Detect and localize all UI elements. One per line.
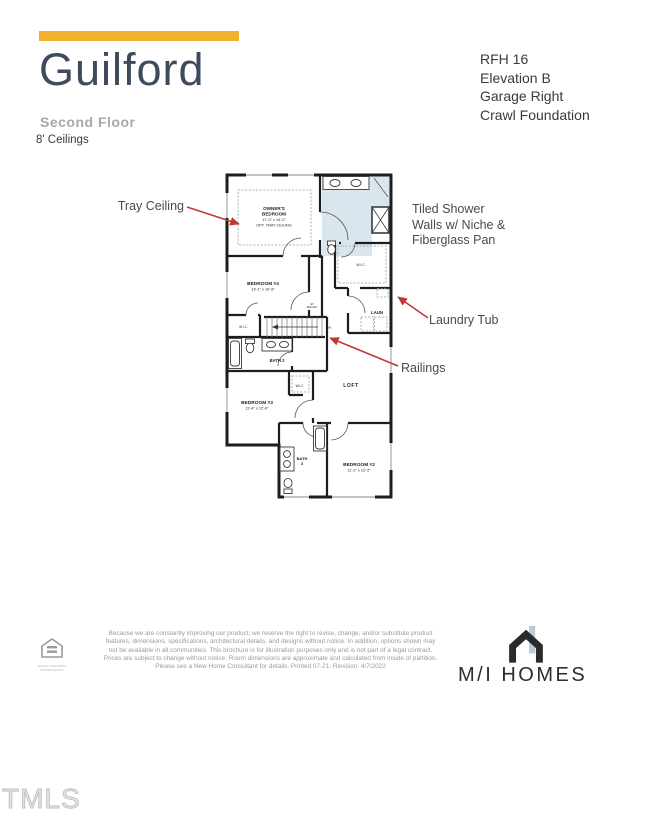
equal-housing-logo — [36, 637, 68, 673]
laundry-tub-callout: Laundry Tub — [429, 313, 499, 327]
sink — [330, 180, 340, 187]
bath3-label: BATH — [296, 456, 308, 461]
bedroom2-label: BEDROOM #2 — [343, 463, 375, 468]
tmls-watermark: TMLS — [2, 783, 81, 814]
equal-housing-label: EQUAL HOUSING — [38, 664, 66, 668]
toilet-bowl — [246, 343, 254, 353]
laundry-tub-arrow — [398, 297, 428, 318]
accent-bar — [39, 31, 239, 41]
owners-wic-label: W.I.C. — [356, 263, 366, 267]
bedroom3-label: BEDROOM #3 — [241, 401, 273, 406]
staircase — [267, 317, 322, 337]
sink — [351, 180, 361, 187]
tiled-shower-line: Tiled Shower — [412, 202, 485, 216]
owners-bedroom-note: OPT. TRAY CEILING — [256, 223, 292, 228]
bedroom3-dims: 11'-4" x 12'-6" — [245, 406, 269, 411]
dryer-box — [375, 317, 388, 331]
bedroom3-wic-label: W.I.C. — [295, 384, 305, 388]
spec-line-model: RFH 16 — [480, 51, 529, 67]
bedroom2-dims: 11'-2" x 12'-2" — [347, 468, 371, 473]
loft-label: LOFT — [343, 383, 359, 389]
plan-spec-block — [480, 50, 590, 124]
railing-note: RAILING — [306, 306, 318, 310]
bedroom4-dims: 13'-1" x 10'-8" — [251, 287, 275, 292]
equal-housing-house-icon — [39, 637, 65, 659]
tiled-shower-callout — [412, 202, 522, 249]
railings-callout: Railings — [401, 361, 446, 375]
owners-bedroom-label: OWNER'S — [263, 206, 285, 211]
toilet-bowl — [284, 478, 292, 487]
mi-homes-wordmark: M/I HOMES — [458, 664, 588, 686]
tray-ceiling-callout: Tray Ceiling — [117, 199, 184, 213]
spec-line-foundation: Crawl Foundation — [480, 106, 590, 123]
legal-disclaimer: Because we are constantly improving our product, we reserve the right to revise, change, and/or substitute product features, dimensions, specifications, architectural details, and designs without notice. In addition, options shown may not be available in all communities. This brochure is for illustration purposes only and is not part of a legal contract. Prices are subject to change without notice. Room dimensions are approximate and calculated from inside of partition. Please see a New Home Consultant for details. Printed 07-21. Revision: 4/7/2022 — [103, 630, 438, 671]
sink — [284, 451, 291, 458]
tiled-shower-line: Fiberglass Pan — [412, 233, 496, 247]
toilet-bowl — [328, 245, 336, 255]
bath3-label: 3 — [300, 461, 304, 466]
sink — [267, 341, 276, 347]
mi-homes-house-icon — [503, 624, 549, 663]
laundry-label: LAUN — [370, 310, 384, 315]
railing-note: 42" — [310, 303, 314, 306]
toilet-tank — [284, 489, 292, 494]
floor-subtitle: Second Floor — [40, 114, 136, 130]
page-title: Guilford — [39, 44, 205, 95]
sink — [284, 461, 291, 468]
tiled-shower-line: Walls w/ Niche & — [412, 217, 506, 232]
laundry-tub-box — [377, 289, 388, 298]
washer-box — [361, 317, 374, 331]
owners-bedroom-dims: 17'-0" x 14'-2" — [262, 218, 286, 222]
bath2-label: BATH 2 — [269, 358, 285, 363]
spec-line-elevation: Elevation B — [480, 69, 551, 86]
spec-line-garage: Garage Right — [480, 88, 564, 104]
equal-housing-label: OPPORTUNITY — [40, 668, 64, 673]
floor-plan-drawing — [222, 168, 397, 503]
hall-wic-label: W.I.C. — [239, 325, 248, 329]
ceiling-height-label: 8' Ceilings — [36, 134, 89, 146]
sink — [280, 341, 289, 347]
stairs-dn-label: DN — [326, 325, 332, 330]
owners-bedroom-label: BEDROOM — [262, 211, 286, 217]
bedroom4-label: BEDROOM #4 — [247, 282, 279, 287]
